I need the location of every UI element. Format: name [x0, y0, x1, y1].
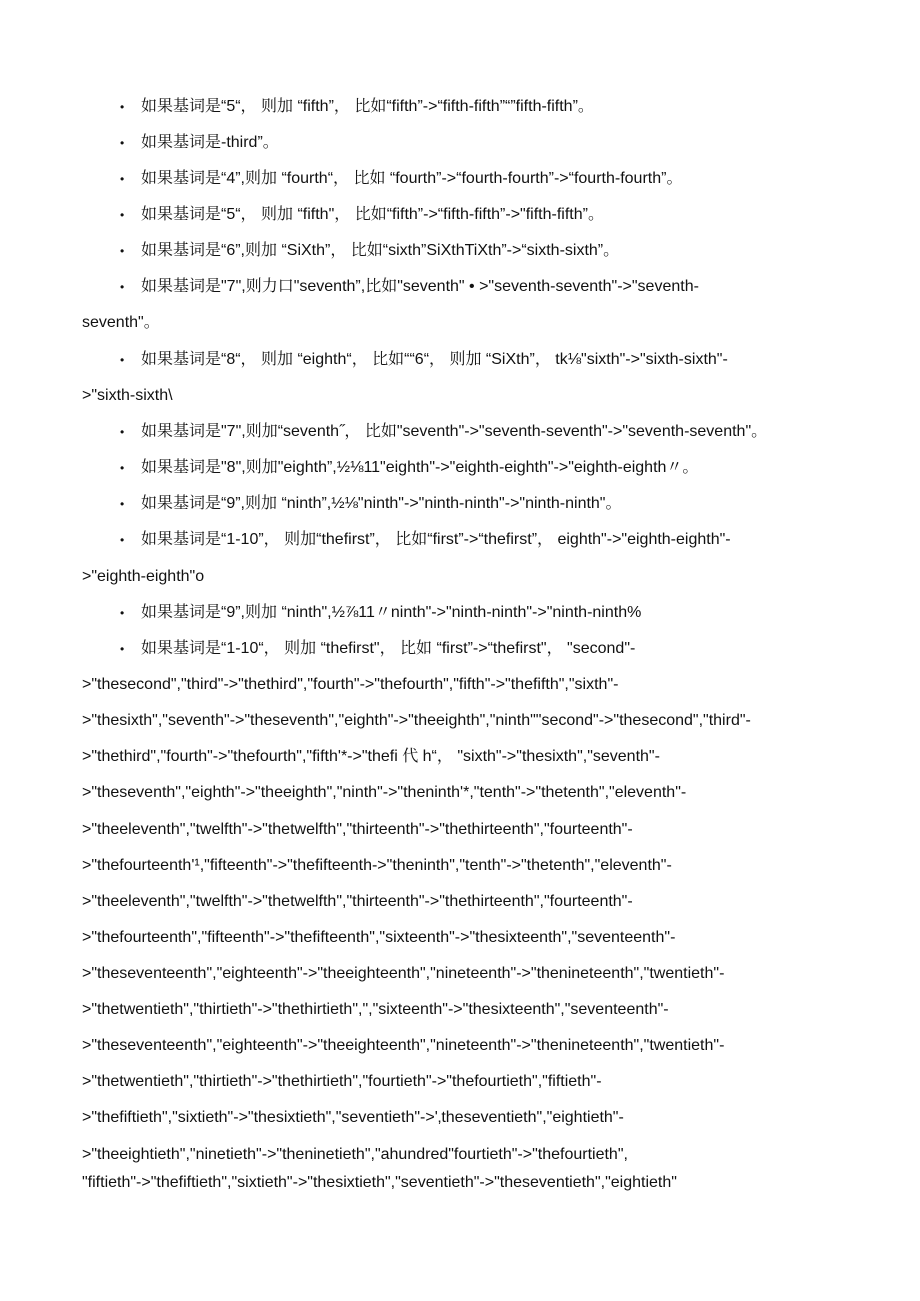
bullet-marker: •	[120, 497, 125, 511]
continuation-text: >"thetwentieth","thirtieth"->"thethirtieth",","sixteenth"->"thesixteenth","seventeenth"-	[82, 1001, 669, 1018]
continuation-text: >"theseventh","eighth"->"theeighth","ninth"->"theninth'*,"tenth"->"thetenth","eleventh"-	[82, 784, 687, 801]
continuation-text: >"thefiftieth","sixtieth"->"thesixtieth","seventieth"->'‚theseventieth","eightieth"-	[82, 1109, 624, 1126]
bullet-marker: •	[120, 606, 125, 620]
bullet-marker: •	[120, 425, 125, 439]
bullet-marker: •	[120, 136, 125, 150]
continuation-text: >"thethird","fourth"->"thefourth","fifth'*->"thefi 代 h“， "sixth"->"thesixth","seventh"-	[82, 748, 660, 765]
continuation-text: >"thefourteenth'¹,"fifteenth"->"thefifteenth->"theninth","tenth"->"thetenth","eleventh"-	[82, 857, 672, 874]
bullet-marker: •	[120, 353, 125, 367]
bullet-item-text: 如果基词是"7",则力口"seventh”,比如"seventh" • >"seventh-seventh"->"seventh-	[141, 278, 699, 295]
bullet-item-text: 如果基词是“1-10”， 则加“thefirst”， 比如“first”->“thefirst”， eighth"->"eighth-eighth"-	[141, 531, 731, 548]
continuation-text: >"theseventeenth","eighteenth"->"theeighteenth","nineteenth"->"thenineteenth","twentieth"-	[82, 965, 725, 982]
bullet-marker: •	[120, 642, 125, 656]
continuation-text: >"eighth-eighth"o	[82, 568, 205, 585]
bullet-marker: •	[120, 280, 125, 294]
continuation-text: >"sixth-sixth\	[82, 387, 173, 404]
bullet-item-text: 如果基词是“8“， 则加 “eighth“， 比如““6“， 则加 “SiXth”， tk⅛"sixth"->"sixth-sixth"-	[141, 351, 728, 368]
bullet-item-text: 如果基词是“6”,则加 “SiXth”， 比如“sixth”SiXthTiXth”->“sixth-sixth”。	[141, 242, 620, 259]
bullet-marker: •	[120, 172, 125, 186]
continuation-text: seventh"。	[82, 314, 160, 331]
continuation-text: >"thetwentieth","thirtieth"->"thethirtieth","fourtieth"->"thefourtieth","fiftieth"-	[82, 1073, 602, 1090]
continuation-text: >"thefourteenth","fifteenth"->"thefifteenth","sixteenth"->"thesixteenth","seventeenth"-	[82, 929, 676, 946]
bullet-marker: •	[120, 208, 125, 222]
bullet-marker: •	[120, 100, 125, 114]
bullet-item-text: 如果基词是“1-10“， 则加 “thefirst"， 比如 “first”->“thefirst"， "second"-	[141, 640, 636, 657]
bullet-item-text: 如果基词是"7",则加“seventh˝， 比如"seventh"->"seventh-seventh"->"seventh-seventh"。	[141, 423, 768, 440]
continuation-text: "fiftieth"->"thefiftieth","sixtieth"->"thesixtieth","seventieth"->"theseventieth","eightieth"	[82, 1174, 677, 1191]
bullet-marker: •	[120, 244, 125, 258]
continuation-text: >"theeleventh","twelfth"->"thetwelfth","thirteenth"->"thethirteenth","fourteenth"-	[82, 893, 633, 910]
bullet-item-text: 如果基词是"8",则加"eighth”,½⅛11"eighth"->"eighth-eighth"->"eighth-eighth〃。	[141, 459, 699, 476]
bullet-marker: •	[120, 533, 125, 547]
bullet-item-text: 如果基词是“9”,则加 “ninth”,½⅛"ninth"->"ninth-ninth"->"ninth-ninth"。	[141, 495, 622, 512]
continuation-text: >"theseventeenth","eighteenth"->"theeighteenth","nineteenth"->"thenineteenth","twentieth"-	[82, 1037, 725, 1054]
continuation-text: >"thesixth","seventh"->"theseventh","eighth"->"theeighth","ninth""second"->"thesecond","third"-	[82, 712, 751, 729]
bullet-item-text: 如果基词是-third”。	[141, 134, 279, 151]
bullet-marker: •	[120, 461, 125, 475]
continuation-text: >"theeleventh","twelfth"->"thetwelfth","thirteenth"->"thethirteenth","fourteenth"-	[82, 821, 633, 838]
bullet-item-text: 如果基词是“4”,则加 “fourth“， 比如 “fourth”->“fourth-fourth”->“fourth-fourth”。	[141, 170, 683, 187]
continuation-text: >"theeightieth","ninetieth"->"theninetieth","ahundred"fourtieth"->"thefourtieth",	[82, 1146, 628, 1163]
bullet-item-text: 如果基词是“5“， 则加 “fifth”， 比如“fifth”->“fifth-fifth”“”fifth-fifth”。	[141, 98, 594, 115]
bullet-item-text: 如果基词是“5“， 则加 “fifth"， 比如“fifth”->“fifth-fifth”->"fifth-fifth”。	[141, 206, 604, 223]
continuation-text: >"thesecond","third"->"thethird","fourth"->"thefourth","fifth"->"thefifth","sixth"-	[82, 676, 619, 693]
bullet-item-text: 如果基词是“9”,则加 “ninth",½⅞11〃ninth"->"ninth-ninth"->"ninth-ninth%	[141, 604, 642, 621]
